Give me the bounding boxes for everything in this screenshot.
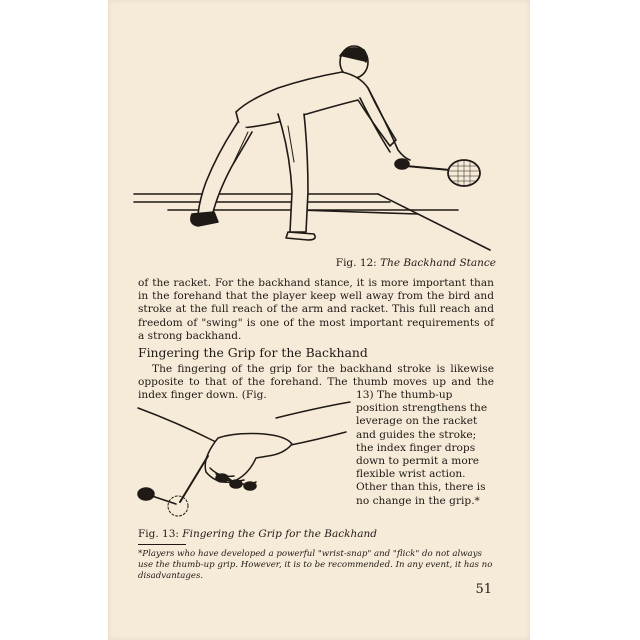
paragraph-backhand-stance: of the racket. For the backhand stance, it is more important than in the forehand that the player keep well away from the bird and stroke at the full reach of the arm and racket. This full reach and freedom of "swing" is one of the most important requirements of a strong backhand. [138, 277, 494, 342]
paragraph-grip-side: 13) The thumb-up position strengthens the leverage on the racket and guides the stroke; the index finger drops down to permit a more flexible wrist action. Other than this, there is no change in the grip.* [356, 389, 488, 507]
figure-13-caption [138, 528, 377, 540]
backhand-stance-illustration [128, 42, 508, 252]
figure-12-caption [336, 257, 496, 269]
grip-illustration [136, 398, 352, 522]
section-heading: Fingering the Grip for the Backhand [138, 345, 368, 360]
figure-13-title: Fingering the Grip for the Backhand [182, 528, 378, 540]
book-page [108, 0, 530, 640]
figure-12-title: The Backhand Stance [380, 257, 496, 269]
figure-12-label: Fig. 12: [335, 257, 377, 269]
footnote-rule [138, 544, 186, 545]
figure-13-label: Fig. 13: [138, 528, 179, 540]
footnote: *Players who have developed a powerful "wrist-snap" and "flick" do not always use the thumb-up grip. However, it is to be recommended. In any event, it has no disadvantages. [138, 549, 493, 581]
page-number: 51 [475, 582, 492, 597]
paragraph-grip-intro: The fingering of the grip for the backhand stroke is likewise opposite to that of the forehand. The thumb moves up and the index finger down. (Fig. [138, 363, 494, 402]
